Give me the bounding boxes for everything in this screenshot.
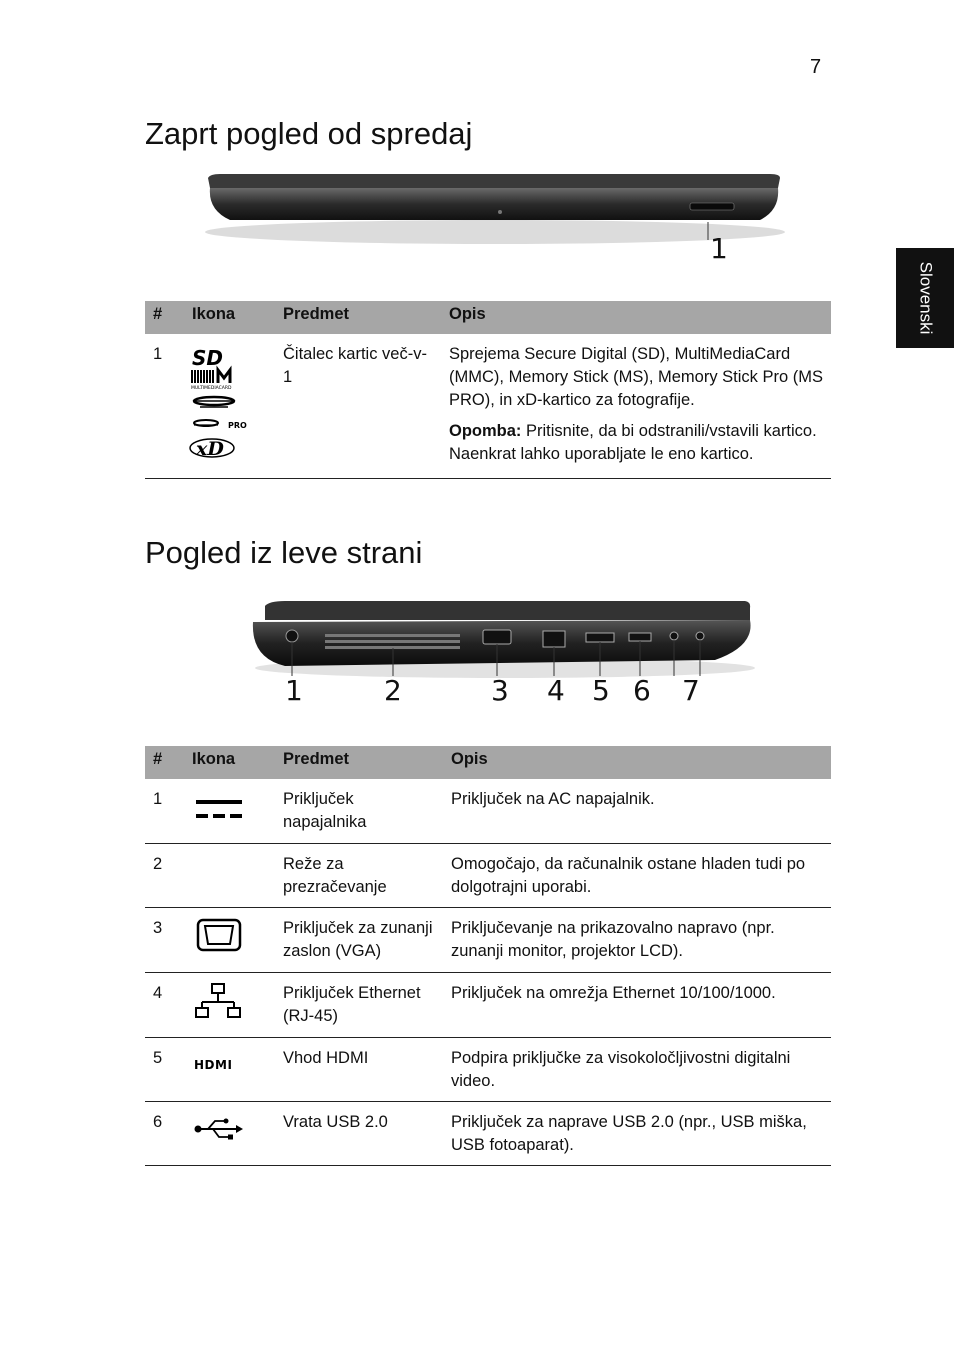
- table-header-row: [145, 301, 831, 334]
- card-reader-logos-icon: [188, 343, 258, 463]
- front-view-table: [145, 301, 831, 479]
- callout-left-7: 7: [682, 674, 700, 707]
- row-number: 2: [145, 844, 184, 908]
- row-description: Priključek na omrežja Ethernet 10/100/1000.: [443, 973, 831, 1038]
- column-header-icon: Ikona: [184, 301, 275, 334]
- table-header-row: [145, 746, 831, 779]
- language-tab: [896, 248, 954, 348]
- laptop-left-view-image: [245, 598, 760, 683]
- language-tab-label: Slovenski: [916, 261, 936, 335]
- row-item: Vrata USB 2.0: [275, 1102, 443, 1166]
- callout-left-6: 6: [633, 674, 651, 707]
- row-note: [449, 420, 823, 466]
- row-icon-cell: [184, 779, 275, 844]
- table-row: [145, 908, 831, 973]
- column-header-description: Opis: [443, 746, 831, 779]
- row-icon-cell: [184, 1038, 275, 1102]
- callout-left-1: 1: [285, 674, 303, 707]
- dc-power-icon: [188, 788, 248, 828]
- table-row: [145, 844, 831, 908]
- note-text: Pritisnite, da bi odstranili/vstavili kartico. Naenkrat lahko uporabljate le eno kartico.: [449, 422, 817, 463]
- row-icon-cell: [184, 908, 275, 973]
- callout-left-2: 2: [384, 674, 402, 707]
- row-number: 4: [145, 973, 184, 1038]
- row-number: 1: [145, 779, 184, 844]
- vga-icon: [188, 917, 248, 957]
- row-description: Priključevanje na prikazovalno napravo (npr. zunanji monitor, projektor LCD).: [443, 908, 831, 973]
- table-row: [145, 1038, 831, 1102]
- row-description-text: Sprejema Secure Digital (SD), MultiMediaCard (MMC), Memory Stick (MS), Memory Stick Pro (MS PRO), in xD-kartico za fotografije.: [449, 345, 823, 409]
- table-row: [145, 1102, 831, 1166]
- row-item: Priključek Ethernet (RJ-45): [275, 973, 443, 1038]
- column-header-item: Predmet: [275, 746, 443, 779]
- svg-text:MULTIMEDIACARD: MULTIMEDIACARD: [191, 386, 232, 391]
- table-row: [145, 334, 831, 479]
- usb-icon: [188, 1111, 248, 1147]
- column-header-item: Predmet: [275, 301, 441, 334]
- column-header-number: #: [145, 746, 184, 779]
- column-header-number: #: [145, 301, 184, 334]
- svg-text:PRO: PRO: [228, 421, 247, 430]
- row-description: [441, 334, 831, 479]
- memory-stick-pro-logo-icon: [194, 420, 247, 430]
- table-row: [145, 779, 831, 844]
- row-icon-cell: [184, 334, 275, 479]
- callout-front-1: 1: [710, 232, 728, 265]
- ethernet-icon: [188, 982, 248, 1022]
- sd-logo-icon: SD: [192, 346, 224, 370]
- row-icon-cell: [184, 973, 275, 1038]
- row-description: Priključek na AC napajalnik.: [443, 779, 831, 844]
- note-label: Opomba:: [449, 422, 522, 440]
- row-description: Omogočajo, da računalnik ostane hladen tudi po dolgotrajni uporabi.: [443, 844, 831, 908]
- column-header-description: Opis: [441, 301, 831, 334]
- row-description: Priključek za naprave USB 2.0 (npr., USB miška, USB fotoaparat).: [443, 1102, 831, 1166]
- callout-left-5: 5: [592, 674, 610, 707]
- hdmi-icon: [188, 1047, 248, 1083]
- callout-left-4: 4: [547, 674, 565, 707]
- row-icon-cell: [184, 844, 275, 908]
- memory-stick-logo-icon: [194, 397, 234, 407]
- row-item: Reže za prezračevanje: [275, 844, 443, 908]
- svg-text:xD: xD: [196, 438, 224, 460]
- row-number: 5: [145, 1038, 184, 1102]
- svg-text:HDMI: HDMI: [194, 1058, 233, 1072]
- row-description: Podpira priključke za visokoločljivostni digitalni video.: [443, 1038, 831, 1102]
- row-item: Vhod HDMI: [275, 1038, 443, 1102]
- column-header-icon: Ikona: [184, 746, 275, 779]
- laptop-front-view-image: [200, 170, 790, 250]
- section-title-left-view: Pogled iz leve strani: [145, 535, 423, 570]
- section-title-front-view: Zaprt pogled od spredaj: [145, 116, 473, 151]
- row-number: 1: [145, 334, 184, 479]
- page-number: 7: [810, 56, 822, 78]
- row-item: Priključek za zunanji zaslon (VGA): [275, 908, 443, 973]
- row-icon-cell: [184, 1102, 275, 1166]
- xd-logo-icon: [190, 438, 234, 460]
- mmc-logo-icon: [191, 370, 232, 391]
- row-number: 6: [145, 1102, 184, 1166]
- row-item: Čitalec kartic več-v-1: [275, 334, 441, 479]
- row-number: 3: [145, 908, 184, 973]
- callout-left-3: 3: [491, 674, 509, 707]
- table-row: [145, 973, 831, 1038]
- row-item: Priključek napajalnika: [275, 779, 443, 844]
- left-view-table: [145, 746, 831, 1166]
